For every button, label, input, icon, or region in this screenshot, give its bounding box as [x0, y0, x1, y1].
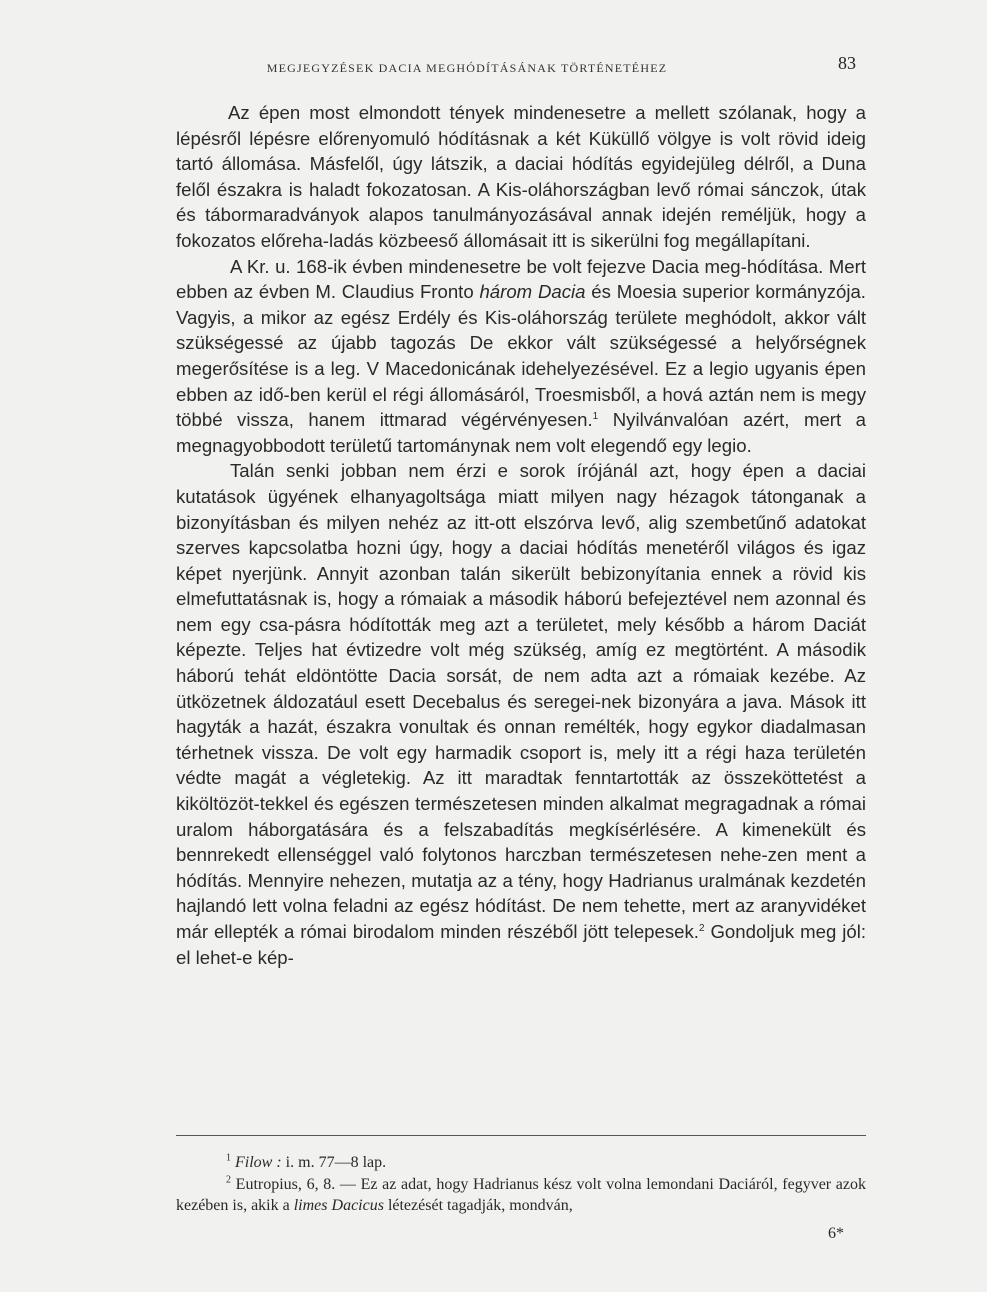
footnote-2-italic: limes Dacicus	[293, 1197, 384, 1214]
footnote-ref-2: 2	[698, 922, 705, 934]
body-text	[176, 100, 866, 970]
paragraph-3-text-a: Talán senki jobban nem érzi e sorok írójánál azt, hogy épen a daciai kutatások ügyének elhanyagoltsága miatt milyen nagy hézagok tátonganak a bizonyításban és milyen nehéz az itt-ott elszórva levő, alig szembetűnő adatokat szerves kapcsolatba hozni úgy, hogy a daciai hódítás menetéről világos és igaz képet nyerjünk. Annyit azonban talán sikerült bebizonyítania ennek a rövid kis elmefuttatásnak is, hogy a rómaiak a második háború befejeztével nem azonnal és nem egy csa-pásra hódították meg azt a területet, mely később a három Daciát képezte. Teljes hat évtizedre volt még szükség, amíg ez megtörtént. A második háború tehát eldöntötte Dacia sorsát, de nem adta azt a rómaiak kezébe. Az ütközetnek áldozatául esett Decebalus és seregei-nek bizonyára a java. Mások itt hagyták a hazát, északra vonultak és onnan remélték, hogy egykor diadalmasan térhetnek vissza. De volt egy harmadik csoport is, mely itt a régi haza területén védte magát a végletekig. Az itt maradtak fenntartották az összeköttetést a kiköltözöt-tekkel és egészen természetesen minden alkalmat megragadnak a római uralom háborgatására és a felszabadítás megkísérlésére. A kimenekült és bennrekedt ellenséggel való folytonos harczban természetesen nehe-zen ment a hódítás. Mennyire nehezen, mutatja az a tény, hogy Hadrianus uralmának kezdetén hajlandó lett volna feladni az egész hódítást. De nem tehette, mert az aranyvidéket már ellepték a római birodalom minden részéből jött telepesek.	[176, 460, 866, 942]
signature-mark: 6*	[828, 1225, 844, 1242]
footnote-2-mark: 2	[226, 1174, 231, 1186]
footnote-ref-1: 1	[592, 410, 599, 422]
footnote-1-italic: Filow :	[235, 1154, 282, 1171]
paragraph-2-text-b: és Moesia superior kormányzója. Vagyis, a mikor az egész Erdély és Kis-oláhország területe meghódolt, akkor vált szükségessé az újabb tagozás De ekkor vált szükségessé a helyőrségnek megerősítése is a leg. V Macedonicának idehelyezésével. Ez a legio ugyanis épen ebben az idő-ben kerül el régi állomásáról, Troesmisből, a hová aztán nem is megy többé vissza, hanem ittmarad végérvényesen.	[176, 281, 866, 431]
page-number: 83	[838, 53, 856, 73]
footnotes	[176, 1152, 866, 1217]
footnote-1-mark: 1	[226, 1152, 231, 1164]
paragraph-2-italic: három Dacia	[479, 281, 586, 303]
footnote-1-text: i. m. 77—8 lap.	[281, 1154, 387, 1171]
paragraph-3	[176, 458, 866, 970]
paragraph-2-text-c: Nyilvánvalóan azért, mert a megnagyobbodott területű tartománynak nem volt elegendő egy legio.	[176, 409, 867, 456]
paragraph-3-text-b: Gondoljuk meg jól: el lehet-e kép-	[176, 921, 867, 968]
running-head: MEGJEGYZÉSEK DACIA MEGHÓDÍTÁSÁNAK TÖRTÉNETÉHEZ	[266, 61, 668, 75]
paragraph-2	[176, 254, 866, 459]
footnote-2-text-b: létezését tagadják, mondván,	[383, 1197, 573, 1214]
paragraph-2-text-a: A Kr. u. 168-ik évben mindenesetre be volt fejezve Dacia meg-hódítása. Mert ebben az évben M. Claudius Fronto	[176, 255, 866, 303]
footnote-2	[176, 1174, 866, 1217]
footnote-2-text-a: Eutropius, 6, 8. — Ez az adat, hogy Hadrianus kész volt volna lemondani Daciáról, fegyver azok kezében is, akik a	[176, 1175, 866, 1214]
footnote-divider	[176, 1135, 866, 1136]
footnote-1	[176, 1152, 866, 1174]
paragraph-1: Az épen most elmondott tények mindenesetre a mellett szólanak, hogy a lépésről lépésre előrenyomuló hódításnak a két Küküllő völgye is volt rövid ideig tartó állomása. Másfelől, úgy látszik, a daciai hódítás egyidejüleg délről, a Duna felől északra is haladt fokozatosan. A Kis-oláhországban levő római sánczok, útak és tábormaradványok alapos tanulmányozásával annak idején reméljük, hogy a fokozatos előreha-ladás közbeeső állomásait itt is sikerülni fog megállapítani.	[176, 102, 866, 251]
